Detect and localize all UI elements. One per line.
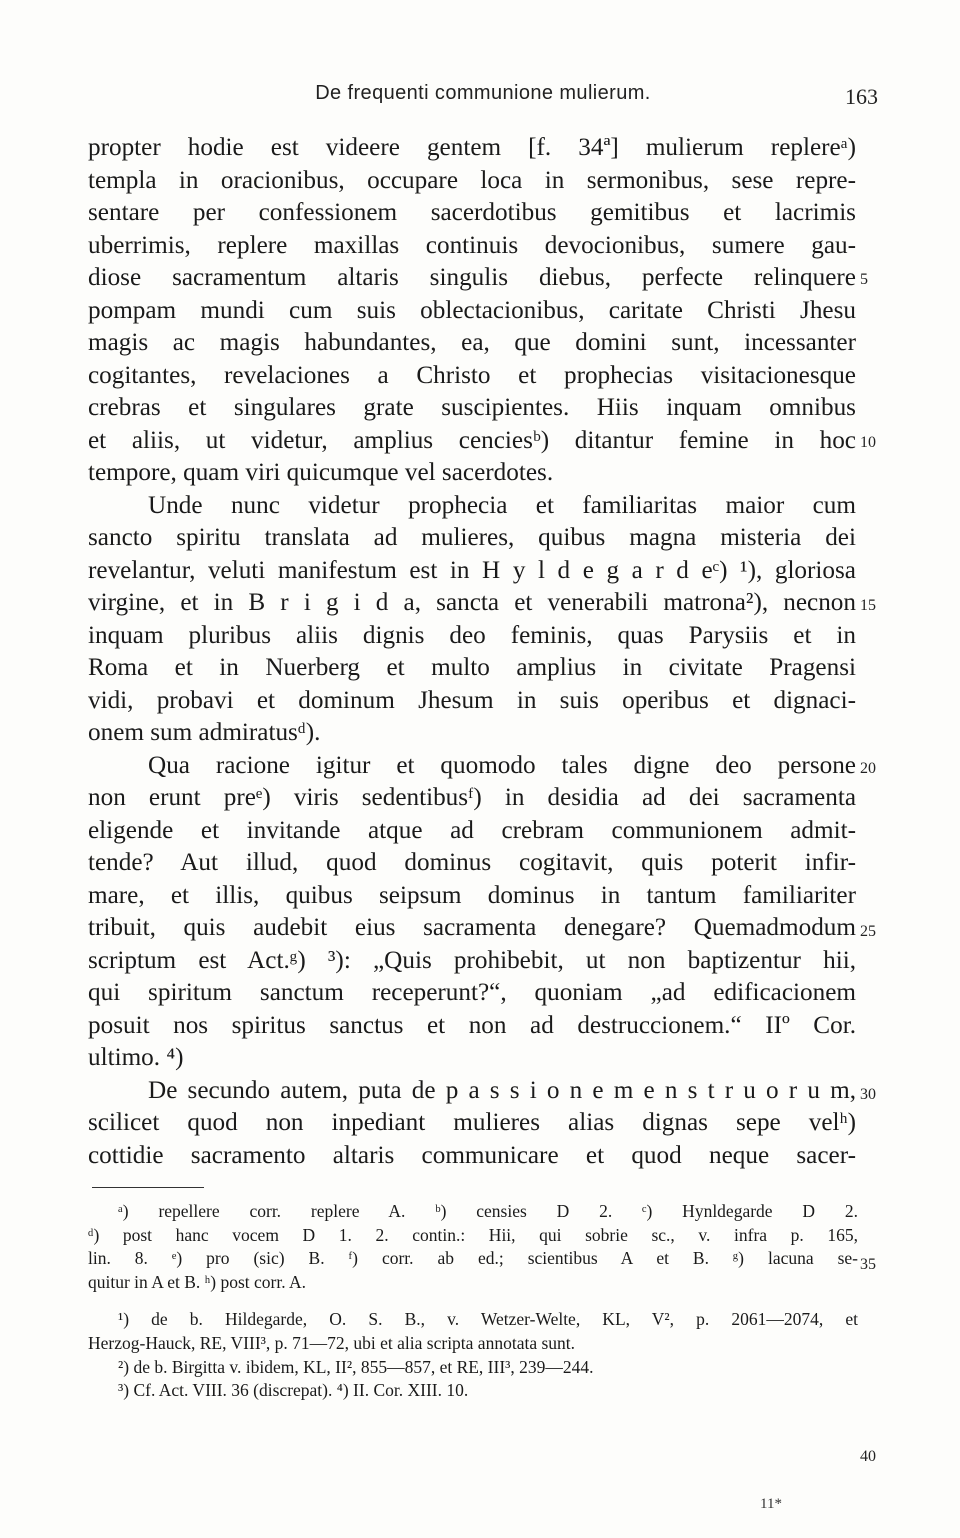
line-number: 40 <box>860 1448 876 1465</box>
text-line: qui spiritum sanctum receperunt?“, quoniam „ad edificacionem <box>88 979 856 1006</box>
text-line: Unde nunc videtur prophecia et familiaritas maior cum <box>148 491 856 519</box>
running-title: De frequenti communione mulierum. <box>315 82 651 104</box>
text-line: non erunt preᵉ) viris sedentibusᶠ) in desidia ad dei sacramenta <box>88 784 856 811</box>
text-line: ultimo. ⁴) <box>88 1044 184 1071</box>
text-line: diose sacramentum altaris singulis diebus, perfecte relinquere <box>88 264 856 291</box>
text-line: tende? Aut illud, quod dominus cogitavit, quis poterit infir- <box>88 849 856 876</box>
line-number: 30 <box>860 1086 876 1103</box>
text-line: cottidie sacramento altaris communicare et quod neque sacer- <box>88 1141 856 1169</box>
text-line: Roma et in Nuerberg et multo amplius in civitate Pragensi <box>88 654 856 681</box>
text-line: onem sum admiratusᵈ). <box>88 719 321 746</box>
main-text <box>88 132 856 1172</box>
line-number: 20 <box>860 760 876 777</box>
text-line: cogitantes, revelaciones a Christo et prophecias visitacionesque <box>88 361 856 389</box>
text-line: De secundo autem, puta de p a s s i o n e m e n s t r u o r u m, <box>148 1076 856 1104</box>
apparatus-note: lin. 8. ᵉ) pro (sic) B. ᶠ) corr. ab ed.; scientibus A et B. ᵍ) lacuna se- <box>88 1248 858 1269</box>
line-number: 25 <box>860 923 876 940</box>
text-line: et aliis, ut videtur, amplius cenciesᵇ) ditantur femine in hoc <box>88 426 856 454</box>
source-note: ²) de b. Birgitta v. ibidem, KL, II², 855—857, et RE, III³, 239—244. <box>118 1356 594 1377</box>
text-line: sancto spiritu translata ad mulieres, quibus magna misteria dei <box>88 524 856 551</box>
footnotes <box>88 1200 858 1403</box>
text-line: propter hodie est videere gentem [f. 34ª] mulierum replereᵃ) <box>88 134 856 161</box>
text-line: vidi, probavi et dominum Jhesum in suis operibus et dignaci- <box>88 686 856 714</box>
line-number: 35 <box>860 1256 876 1273</box>
text-line: Qua racione igitur et quomodo tales digne deo persone <box>148 751 856 779</box>
text-line: magis ac magis habundantes, ea, que domini sunt, incessanter <box>88 329 856 356</box>
source-note: ³) Cf. Act. VIII. 36 (discrepat). ⁴) II. Cor. XIII. 10. <box>118 1380 469 1401</box>
text-line: tempore, quam viri quicumque vel sacerdotes. <box>88 459 554 486</box>
text-line: scriptum est Act.ᵍ) ³): „Quis prohibebit, ut non baptizentur hii, <box>88 946 856 974</box>
text-line: crebras et singulares grate suscipientes. Hiis inquam omnibus <box>88 394 856 421</box>
text-line: eligende et invitande atque ad crebram communionem admit- <box>88 816 856 844</box>
text-line: inquam pluribus aliis dignis deo feminis, quas Parysiis et in <box>88 621 856 649</box>
text-line: mare, et illis, quibus seipsum dominus in tantum familiariter <box>88 881 856 909</box>
signature-mark: 11* <box>760 1496 782 1512</box>
apparatus-note: ᵈ) post hanc vocem D 1. 2. contin.: Hii, qui sobrie sc., v. infra p. 165, <box>88 1224 858 1245</box>
source-note: ¹) de b. Hildegarde, O. S. B., v. Wetzer-Welte, KL, V², p. 2061—2074, et <box>118 1309 858 1330</box>
text-line: tribuit, quis audebit eius sacramenta denegare? Quemadmodum <box>88 914 856 941</box>
line-number: 10 <box>860 434 876 451</box>
footnote-rule <box>92 1187 204 1188</box>
page-header <box>88 82 878 112</box>
text-line: virgine, et in B r i g i d a, sancta et venerabili matrona²), necnon <box>88 589 856 616</box>
text-line: sentare per confessionem sacerdotibus gemitibus et lacrimis <box>88 199 856 226</box>
source-note: Herzog-Hauck, RE, VIII³, p. 71—72, ubi et alia scripta annotata sunt. <box>88 1332 576 1353</box>
line-number: 5 <box>860 271 868 288</box>
text-line: pompam mundi cum suis oblectacionibus, caritate Christi Jhesu <box>88 296 856 324</box>
apparatus-note: ᵃ) repellere corr. replere A. ᵇ) censies D 2. ᶜ) Hynldegarde D 2. <box>118 1201 858 1221</box>
text-line: revelantur, veluti manifestum est in H y l d e g a r d eᶜ) ¹), gloriosa <box>88 556 856 584</box>
text-line: posuit nos spiritus sanctus et non ad destruccionem.“ IIº Cor. <box>88 1011 856 1039</box>
text-line: templa in oracionibus, occupare loca in sermonibus, sese repre- <box>88 166 856 194</box>
text-line: uberrimis, replere maxillas continuis devocionibus, sumere gau- <box>88 231 856 259</box>
apparatus-note: quitur in A et B. ʰ) post corr. A. <box>88 1271 307 1292</box>
line-number: 15 <box>860 597 876 614</box>
text-line: scilicet quod non inpediant mulieres alias dignas sepe velʰ) <box>88 1109 856 1136</box>
page-number: 163 <box>845 84 878 109</box>
